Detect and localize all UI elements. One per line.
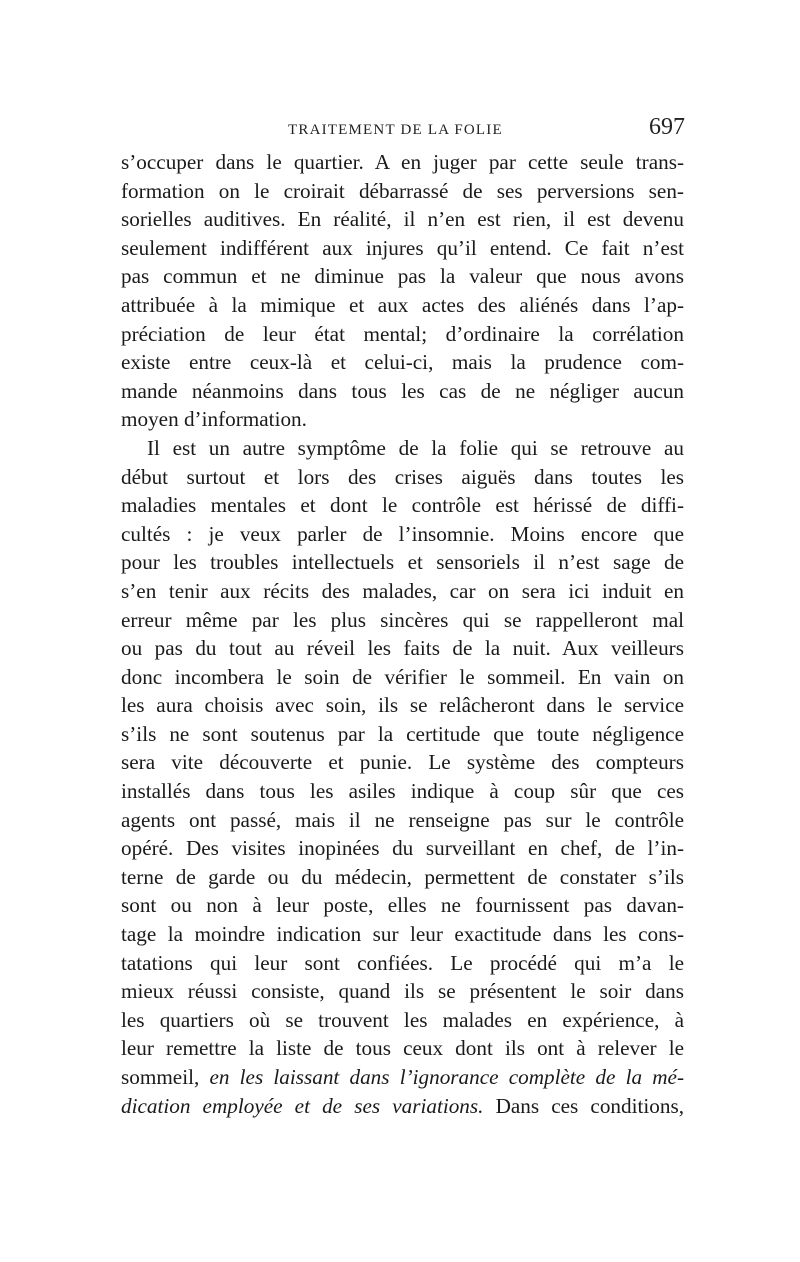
- text-line: s’ils ne sont soutenus par la certitude que toute négligence: [121, 721, 684, 746]
- text-line: maladies mentales et dont le contrôle est hérissé de diffi-: [121, 493, 684, 518]
- text-line: Il est un autre symptôme de la folie qui se retrouve au: [147, 435, 684, 460]
- text-line: existe entre ceux-là et celui-ci, mais la prudence com-: [121, 350, 684, 375]
- text-line: mieux réussi consiste, quand ils se présentent le soir dans: [121, 979, 684, 1004]
- text-line: agents ont passé, mais il ne renseigne pas sur le contrôle: [121, 807, 684, 832]
- text-line: moyen d’information.: [121, 407, 307, 432]
- text-line: pas commun et ne diminue pas la valeur que nous avons: [121, 264, 684, 289]
- text-line: pour les troubles intellectuels et sensoriels il n’est sage de: [121, 550, 684, 575]
- text-line: mande néanmoins dans tous les cas de ne négliger aucun: [121, 378, 684, 403]
- text-line: formation on le croirait débarrassé de ses perversions sen-: [121, 178, 684, 203]
- text-line: les aura choisis avec soin, ils se relâcheront dans le service: [121, 693, 684, 718]
- text-line: ou pas du tout au réveil les faits de la nuit. Aux veilleurs: [121, 636, 684, 661]
- page-header: [120, 114, 685, 146]
- text-line: erreur même par les plus sincères qui se rappelleront mal: [121, 607, 684, 632]
- text-line-mixed: [121, 1092, 684, 1121]
- text-line: leur remettre la liste de tous ceux dont ils ont à relever le: [121, 1036, 684, 1061]
- page-number: 697: [649, 114, 685, 140]
- text-line: s’occuper dans le quartier. A en juger par cette seule trans-: [121, 150, 684, 174]
- text-line: installés dans tous les asiles indique à coup sûr que ces: [121, 779, 684, 804]
- text-line: les quartiers où se trouvent les malades en expérience, à: [121, 1007, 684, 1032]
- text-line: donc incombera le soin de vérifier le sommeil. En vain on: [121, 664, 684, 689]
- text-line: sorielles auditives. En réalité, il n’en est rien, il est devenu: [121, 207, 684, 232]
- text-line: seulement indifférent aux injures qu’il entend. Ce fait n’est: [121, 235, 684, 260]
- text-line: opéré. Des visites inopinées du surveillant en chef, de l’in-: [121, 836, 684, 861]
- roman-text: sommeil,: [121, 1065, 210, 1089]
- text-line: terne de garde ou du médecin, permettent de constater s’ils: [121, 864, 684, 889]
- text-line: début surtout et lors des crises aiguës dans toutes les: [121, 464, 684, 489]
- text-line: cultés : je veux parler de l’insomnie. Moins encore que: [121, 521, 684, 546]
- roman-text: Dans ces conditions,: [483, 1093, 684, 1118]
- text-line: préciation de leur état mental; d’ordinaire la corrélation: [121, 321, 684, 346]
- text-line-mixed: [121, 1063, 684, 1092]
- running-head: TRAITEMENT DE LA FOLIE: [288, 122, 503, 138]
- text-line: tatations qui leur sont confiées. Le procédé qui m’a le: [121, 950, 684, 975]
- text-line: s’en tenir aux récits des malades, car on sera ici induit en: [121, 578, 684, 603]
- italic-text: en les laissant dans l’ignorance complète de la mé-: [209, 1065, 684, 1089]
- body-text: [121, 148, 684, 1120]
- text-line: sont ou non à leur poste, elles ne fournissent pas davan-: [121, 893, 684, 918]
- text-line: attribuée à la mimique et aux actes des aliénés dans l’ap-: [121, 292, 684, 317]
- text-line: tage la moindre indication sur leur exactitude dans les cons-: [121, 922, 684, 947]
- text-line: sera vite découverte et punie. Le système des compteurs: [121, 750, 684, 775]
- italic-text: dication employée et de ses variations.: [121, 1093, 484, 1118]
